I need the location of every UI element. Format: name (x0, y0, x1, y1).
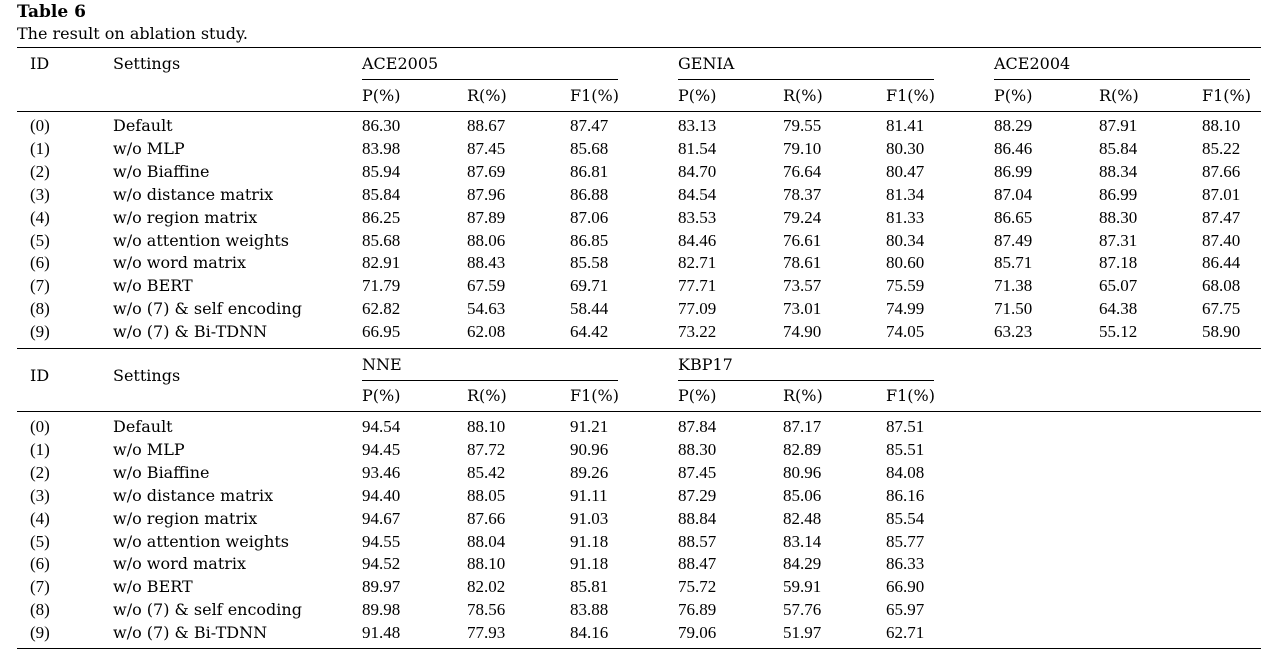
table-cell: 86.30 (362, 116, 401, 135)
table-cell: 67.59 (467, 276, 506, 295)
row-id: (0) (30, 417, 50, 436)
row-setting: w/o (7) & self encoding (113, 299, 302, 318)
table-cell: 85.06 (783, 486, 822, 505)
row-id: (1) (30, 440, 50, 459)
table-cell: 87.51 (886, 417, 925, 436)
table-cell: 85.22 (1202, 139, 1241, 158)
table-cell: 94.52 (362, 554, 401, 573)
table-cell: 88.43 (467, 253, 506, 272)
table-cell: 88.10 (467, 417, 506, 436)
table-cell: 87.47 (570, 116, 609, 135)
table-cell: 65.07 (1099, 276, 1138, 295)
table-cell: 84.46 (678, 231, 717, 250)
table-cell: 87.31 (1099, 231, 1138, 250)
table-cell: 87.91 (1099, 116, 1138, 135)
table-cell: 87.45 (678, 463, 717, 482)
table-cell: 77.09 (678, 299, 717, 318)
table-cell: 88.05 (467, 486, 506, 505)
table-cell: 87.17 (783, 417, 822, 436)
dataset-header: GENIA (678, 54, 735, 73)
table-cell: 87.69 (467, 162, 506, 181)
row-id: (0) (30, 116, 50, 135)
table-cell: 87.47 (1202, 208, 1241, 227)
table-cell: 91.48 (362, 623, 401, 642)
table-cell: 85.84 (1099, 139, 1138, 158)
table-cell: 91.11 (570, 486, 608, 505)
table-cell: 82.91 (362, 253, 401, 272)
table-cell: 91.18 (570, 532, 609, 551)
table-cell: 75.72 (678, 577, 717, 596)
table-cell: 86.16 (886, 486, 925, 505)
metric-header: F1(%) (570, 386, 619, 405)
table-cell: 88.57 (678, 532, 717, 551)
table-cell: 74.05 (886, 322, 925, 341)
table-cell: 82.71 (678, 253, 717, 272)
row-setting: w/o distance matrix (113, 185, 274, 204)
row-setting: w/o MLP (113, 440, 185, 459)
table-cell: 87.96 (467, 185, 506, 204)
table-cell: 87.18 (1099, 253, 1138, 272)
row-id: (5) (30, 231, 50, 250)
table-cell: 78.61 (783, 253, 822, 272)
table-cell: 66.95 (362, 322, 401, 341)
row-setting: w/o (7) & Bi-TDNN (113, 623, 268, 642)
table-cell: 87.01 (1202, 185, 1241, 204)
table-cell: 82.48 (783, 509, 822, 528)
table-cell: 73.22 (678, 322, 717, 341)
table-cell: 85.81 (570, 577, 609, 596)
table-caption: The result on ablation study. (17, 24, 249, 43)
table-cell: 58.90 (1202, 322, 1241, 341)
table-cell: 79.55 (783, 116, 822, 135)
table-cell: 91.21 (570, 417, 609, 436)
table-cell: 71.38 (994, 276, 1033, 295)
table-cell: 85.71 (994, 253, 1033, 272)
row-id: (9) (30, 322, 50, 341)
table-rule (17, 47, 1261, 48)
metric-header: P(%) (994, 86, 1033, 105)
table-cell: 83.14 (783, 532, 822, 551)
row-id: (3) (30, 486, 50, 505)
table-cell: 86.33 (886, 554, 925, 573)
table-cell: 77.93 (467, 623, 506, 642)
table-cell: 88.10 (467, 554, 506, 573)
table-cell: 80.30 (886, 139, 925, 158)
table-cell: 85.54 (886, 509, 925, 528)
metric-header: F1(%) (1202, 86, 1251, 105)
metric-header: F1(%) (886, 386, 935, 405)
table-cell: 85.51 (886, 440, 925, 459)
table-cell: 94.40 (362, 486, 401, 505)
row-id: (9) (30, 623, 50, 642)
table-cell: 91.03 (570, 509, 609, 528)
table-cell: 89.97 (362, 577, 401, 596)
table-cell: 85.42 (467, 463, 506, 482)
table-bottom-rule (17, 648, 1261, 649)
row-setting: w/o (7) & Bi-TDNN (113, 322, 268, 341)
table-cell: 87.89 (467, 208, 506, 227)
table-cell: 82.89 (783, 440, 822, 459)
table-cell: 76.89 (678, 600, 717, 619)
table-cell: 86.46 (994, 139, 1033, 158)
table-cell: 81.41 (886, 116, 925, 135)
row-setting: w/o BERT (113, 577, 193, 596)
row-setting: w/o MLP (113, 139, 185, 158)
row-setting: w/o BERT (113, 276, 193, 295)
settings-header: Settings (113, 54, 181, 73)
table-cell: 86.85 (570, 231, 609, 250)
metric-header: F1(%) (570, 86, 619, 105)
row-id: (6) (30, 253, 50, 272)
table-cell: 87.29 (678, 486, 717, 505)
table-cell: 85.84 (362, 185, 401, 204)
row-setting: w/o attention weights (113, 231, 290, 250)
table-cell: 51.97 (783, 623, 822, 642)
table-cell: 94.54 (362, 417, 401, 436)
table-cell: 86.88 (570, 185, 609, 204)
metric-header: R(%) (783, 386, 823, 405)
table-cell: 66.90 (886, 577, 925, 596)
table-cell: 78.56 (467, 600, 506, 619)
settings-header: Settings (113, 366, 181, 385)
table-cell: 62.82 (362, 299, 401, 318)
table-cell: 64.42 (570, 322, 609, 341)
metric-header: R(%) (783, 86, 823, 105)
table-cell: 87.84 (678, 417, 717, 436)
dataset-rule (678, 79, 934, 80)
table-cell: 84.08 (886, 463, 925, 482)
table-rule (17, 348, 1261, 349)
row-setting: w/o region matrix (113, 208, 258, 227)
dataset-rule (362, 79, 618, 80)
metric-header: R(%) (467, 86, 507, 105)
table-cell: 88.47 (678, 554, 717, 573)
table-cell: 84.16 (570, 623, 609, 642)
table-cell: 58.44 (570, 299, 609, 318)
table-cell: 88.06 (467, 231, 506, 250)
id-header: ID (30, 366, 50, 385)
table-cell: 86.25 (362, 208, 401, 227)
table-cell: 88.30 (678, 440, 717, 459)
table-cell: 86.81 (570, 162, 609, 181)
metric-header: R(%) (1099, 86, 1139, 105)
table-cell: 91.18 (570, 554, 609, 573)
table-cell: 83.13 (678, 116, 717, 135)
dataset-rule (994, 79, 1250, 80)
table-cell: 94.55 (362, 532, 401, 551)
table-cell: 81.33 (886, 208, 925, 227)
row-setting: w/o Biaffine (113, 162, 210, 181)
row-id: (5) (30, 532, 50, 551)
table-cell: 86.99 (994, 162, 1033, 181)
table-cell: 76.61 (783, 231, 822, 250)
row-setting: w/o attention weights (113, 532, 290, 551)
table-cell: 90.96 (570, 440, 609, 459)
id-header: ID (30, 54, 50, 73)
table-cell: 86.65 (994, 208, 1033, 227)
table-cell: 80.96 (783, 463, 822, 482)
table-cell: 63.23 (994, 322, 1033, 341)
table-cell: 67.75 (1202, 299, 1241, 318)
table-cell: 94.45 (362, 440, 401, 459)
table-cell: 85.68 (362, 231, 401, 250)
metric-header: R(%) (467, 386, 507, 405)
dataset-rule (362, 380, 618, 381)
table-cell: 62.71 (886, 623, 925, 642)
table-cell: 54.63 (467, 299, 506, 318)
metric-header: P(%) (678, 86, 717, 105)
table-cell: 62.08 (467, 322, 506, 341)
metric-header: P(%) (362, 386, 401, 405)
row-id: (7) (30, 276, 50, 295)
table-cell: 87.49 (994, 231, 1033, 250)
table-cell: 86.99 (1099, 185, 1138, 204)
table-cell: 87.66 (467, 509, 506, 528)
table-cell: 74.90 (783, 322, 822, 341)
header-rule (17, 111, 1261, 112)
row-setting: w/o (7) & self encoding (113, 600, 302, 619)
row-setting: Default (113, 116, 173, 135)
table-cell: 89.98 (362, 600, 401, 619)
table-cell: 73.01 (783, 299, 822, 318)
table-cell: 68.08 (1202, 276, 1241, 295)
row-id: (4) (30, 208, 50, 227)
table-cell: 84.54 (678, 185, 717, 204)
table-cell: 65.97 (886, 600, 925, 619)
table-cell: 87.40 (1202, 231, 1241, 250)
table-cell: 88.84 (678, 509, 717, 528)
table-cell: 80.47 (886, 162, 925, 181)
table-cell: 89.26 (570, 463, 609, 482)
table-cell: 84.29 (783, 554, 822, 573)
table-cell: 88.67 (467, 116, 506, 135)
table-cell: 69.71 (570, 276, 609, 295)
table-cell: 85.77 (886, 532, 925, 551)
table-cell: 82.02 (467, 577, 506, 596)
row-setting: w/o word matrix (113, 253, 247, 272)
table-cell: 83.88 (570, 600, 609, 619)
table-cell: 87.66 (1202, 162, 1241, 181)
header-rule (17, 411, 1261, 412)
table-cell: 86.44 (1202, 253, 1241, 272)
table-cell: 77.71 (678, 276, 717, 295)
table-cell: 71.79 (362, 276, 401, 295)
table-cell: 80.34 (886, 231, 925, 250)
row-id: (7) (30, 577, 50, 596)
table-cell: 87.45 (467, 139, 506, 158)
table-cell: 71.50 (994, 299, 1033, 318)
table-cell: 85.58 (570, 253, 609, 272)
table-cell: 73.57 (783, 276, 822, 295)
table-cell: 87.06 (570, 208, 609, 227)
row-setting: w/o distance matrix (113, 486, 274, 505)
table-cell: 78.37 (783, 185, 822, 204)
table-cell: 85.94 (362, 162, 401, 181)
dataset-header: ACE2005 (362, 54, 439, 73)
row-setting: w/o region matrix (113, 509, 258, 528)
table-cell: 88.10 (1202, 116, 1241, 135)
dataset-header: NNE (362, 355, 402, 374)
table-cell: 84.70 (678, 162, 717, 181)
table-cell: 75.59 (886, 276, 925, 295)
metric-header: P(%) (362, 86, 401, 105)
table-cell: 88.04 (467, 532, 506, 551)
dataset-header: KBP17 (678, 355, 733, 374)
dataset-header: ACE2004 (994, 54, 1071, 73)
table-cell: 94.67 (362, 509, 401, 528)
table-cell: 80.60 (886, 253, 925, 272)
dataset-rule (678, 380, 934, 381)
table-cell: 85.68 (570, 139, 609, 158)
table-cell: 64.38 (1099, 299, 1138, 318)
row-setting: Default (113, 417, 173, 436)
table-cell: 83.53 (678, 208, 717, 227)
table-cell: 74.99 (886, 299, 925, 318)
table-cell: 79.10 (783, 139, 822, 158)
table-cell: 55.12 (1099, 322, 1138, 341)
row-id: (2) (30, 162, 50, 181)
table-cell: 59.91 (783, 577, 822, 596)
table-cell: 93.46 (362, 463, 401, 482)
table-cell: 88.29 (994, 116, 1033, 135)
row-id: (3) (30, 185, 50, 204)
table-cell: 81.34 (886, 185, 925, 204)
table-cell: 87.72 (467, 440, 506, 459)
table-cell: 57.76 (783, 600, 822, 619)
metric-header: P(%) (678, 386, 717, 405)
row-id: (8) (30, 600, 50, 619)
table-cell: 81.54 (678, 139, 717, 158)
row-id: (6) (30, 554, 50, 573)
table-cell: 79.06 (678, 623, 717, 642)
row-id: (1) (30, 139, 50, 158)
row-setting: w/o Biaffine (113, 463, 210, 482)
table-cell: 87.04 (994, 185, 1033, 204)
table-cell: 88.30 (1099, 208, 1138, 227)
table-cell: 79.24 (783, 208, 822, 227)
table-cell: 83.98 (362, 139, 401, 158)
row-id: (4) (30, 509, 50, 528)
metric-header: F1(%) (886, 86, 935, 105)
table-cell: 88.34 (1099, 162, 1138, 181)
table-cell: 76.64 (783, 162, 822, 181)
row-setting: w/o word matrix (113, 554, 247, 573)
row-id: (8) (30, 299, 50, 318)
row-id: (2) (30, 463, 50, 482)
table-title: Table 6 (17, 2, 86, 22)
